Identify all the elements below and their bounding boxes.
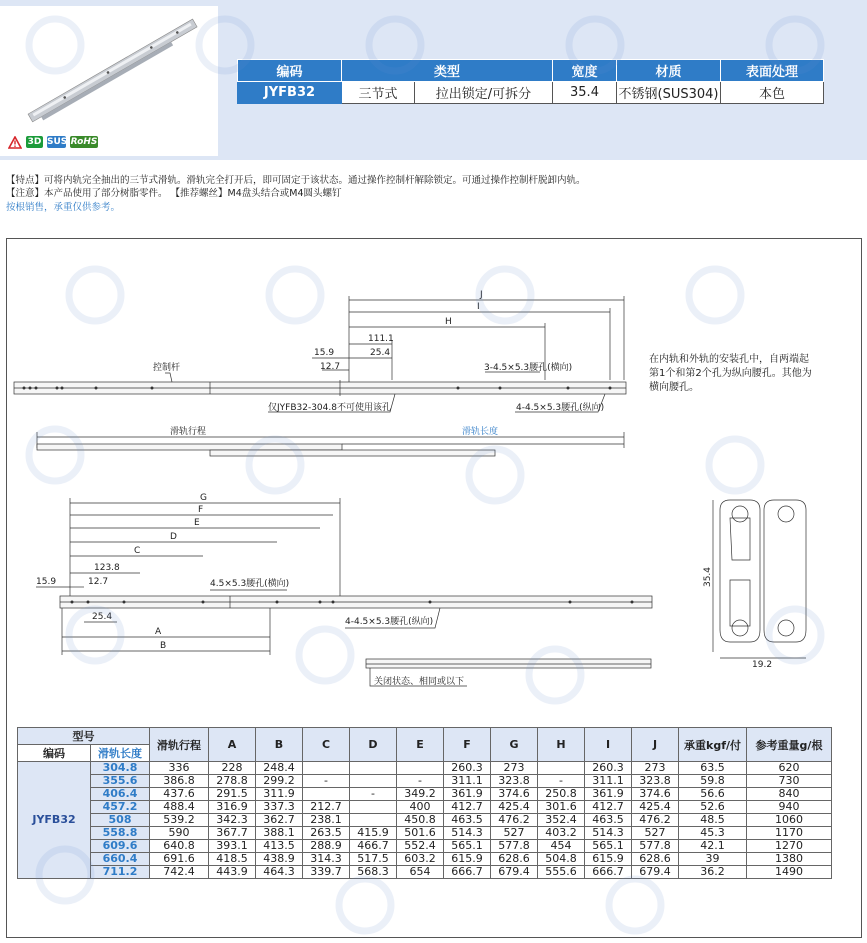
length-cell: 304.8 (91, 762, 150, 775)
value-cell: 539.2 (150, 814, 209, 827)
watermark-logo (760, 600, 830, 670)
label-closed: 关闭状态、相同或以下 (374, 677, 465, 687)
value-cell: 628.6 (491, 853, 538, 866)
value-cell: 552.4 (397, 840, 444, 853)
note-caution: 【注意】本产品使用了部分树脂零件。 【推荐螺丝】M4盘头结合或M4圆头螺钉 (6, 188, 342, 199)
value-cell: 260.3 (585, 762, 632, 775)
value-cell: 45.3 (679, 827, 747, 840)
label-h: H (445, 317, 452, 327)
value-cell: 291.5 (209, 788, 256, 801)
value-cell: 504.8 (538, 853, 585, 866)
value-cell: 56.6 (679, 788, 747, 801)
value-cell: 527 (632, 827, 679, 840)
th-i: I (585, 728, 632, 762)
value-cell: 367.7 (209, 827, 256, 840)
value-cell: 463.5 (444, 814, 491, 827)
table-row (18, 866, 832, 879)
value-cell: 388.1 (256, 827, 303, 840)
length-cell: 508 (91, 814, 150, 827)
value-cell: 361.9 (585, 788, 632, 801)
watermark-logo (760, 10, 830, 80)
value-cell: 1380 (747, 853, 832, 866)
badge-3d: 3D (27, 137, 42, 147)
value-cell: 450.8 (397, 814, 444, 827)
th-code: 编码 (18, 745, 91, 762)
th-d: D (350, 728, 397, 762)
spec-finish: 本色 (721, 82, 824, 104)
label-f: F (198, 505, 204, 515)
watermark-logo (360, 10, 430, 80)
value-cell: 418.5 (209, 853, 256, 866)
value-cell (538, 762, 585, 775)
value-cell: 386.8 (150, 775, 209, 788)
value-cell: 691.6 (150, 853, 209, 866)
label-254-top: 25.4 (370, 348, 391, 358)
value-cell: 488.4 (150, 801, 209, 814)
value-cell: 362.7 (256, 814, 303, 827)
value-cell: 577.8 (491, 840, 538, 853)
label-159-top: 15.9 (314, 348, 335, 358)
watermark-logo (520, 640, 590, 710)
watermark-logo (560, 10, 630, 80)
value-cell: 288.9 (303, 840, 350, 853)
value-cell: 59.8 (679, 775, 747, 788)
watermark-logo (290, 620, 360, 690)
label-slot3: 3-4.5×5.3腰孔(横向) (484, 363, 573, 373)
value-cell: 666.7 (444, 866, 491, 879)
value-cell: 476.2 (632, 814, 679, 827)
spec-header-code: 编码 (238, 60, 342, 82)
spec-type-nodes: 三节式 (342, 82, 415, 104)
value-cell (350, 801, 397, 814)
spec-width: 35.4 (553, 82, 617, 104)
th-h: H (538, 728, 585, 762)
watermark-logo (240, 430, 310, 500)
table-row (18, 788, 832, 801)
value-cell: 42.1 (679, 840, 747, 853)
value-cell: 323.8 (632, 775, 679, 788)
value-cell: 425.4 (632, 801, 679, 814)
length-cell: 609.6 (91, 840, 150, 853)
watermark-logo (20, 420, 90, 490)
value-cell: 311.1 (585, 775, 632, 788)
th-model: 型号 (18, 728, 150, 745)
th-weight: 参考重量g/根 (747, 728, 832, 762)
value-cell: 742.4 (150, 866, 209, 879)
value-cell: 311.9 (256, 788, 303, 801)
watermark-logo (330, 870, 400, 940)
value-cell: 301.6 (538, 801, 585, 814)
value-cell: 273 (632, 762, 679, 775)
value-cell: 412.7 (585, 801, 632, 814)
watermark-logo (190, 10, 260, 80)
value-cell: 514.3 (585, 827, 632, 840)
value-cell: 443.9 (209, 866, 256, 879)
value-cell (397, 762, 444, 775)
th-j: J (632, 728, 679, 762)
note-features: 【特点】可将内轨完全抽出的三节式滑轨。滑轨完全打开后，即可固定于该状态。通过操作控制杆解除锁定。可通过操作控制杆脱卸内轨。 (6, 175, 586, 186)
value-cell: 476.2 (491, 814, 538, 827)
value-cell: 352.4 (538, 814, 585, 827)
label-section-w: 19.2 (752, 660, 773, 670)
length-cell: 660.4 (91, 853, 150, 866)
value-cell: 250.8 (538, 788, 585, 801)
value-cell: 238.1 (303, 814, 350, 827)
value-cell: 590 (150, 827, 209, 840)
label-c: C (134, 546, 141, 556)
value-cell: 342.3 (209, 814, 256, 827)
value-cell: 527 (491, 827, 538, 840)
watermark-logo (700, 430, 770, 500)
th-load: 承重kgf/付 (679, 728, 747, 762)
value-cell: 464.3 (256, 866, 303, 879)
value-cell: 248.4 (256, 762, 303, 775)
label-j: J (480, 290, 483, 300)
value-cell: 730 (747, 775, 832, 788)
value-cell: 438.9 (256, 853, 303, 866)
value-cell: 63.5 (679, 762, 747, 775)
value-cell: 374.6 (491, 788, 538, 801)
value-cell: 39 (679, 853, 747, 866)
value-cell: 413.5 (256, 840, 303, 853)
value-cell: - (350, 788, 397, 801)
label-i: I (477, 302, 480, 312)
watermark-logo (60, 260, 130, 330)
label-slot1: 4.5×5.3腰孔(横向) (210, 579, 290, 589)
length-cell: 355.6 (91, 775, 150, 788)
table-code-cell: JYFB32 (18, 762, 91, 879)
label-d: D (170, 532, 177, 542)
value-cell (350, 762, 397, 775)
note-sales: 按根销售，承重仅供参考。 (6, 202, 121, 213)
value-cell: 260.3 (444, 762, 491, 775)
value-cell: 425.4 (491, 801, 538, 814)
value-cell: 314.3 (303, 853, 350, 866)
badge-sus: SUS (47, 137, 68, 147)
value-cell: 374.6 (632, 788, 679, 801)
watermark-logo (600, 870, 670, 940)
value-cell: 403.2 (538, 827, 585, 840)
th-b: B (256, 728, 303, 762)
table-row (18, 814, 832, 827)
table-row (18, 853, 832, 866)
value-cell: 565.1 (585, 840, 632, 853)
value-cell: 263.5 (303, 827, 350, 840)
value-cell: 514.3 (444, 827, 491, 840)
spec-header-type: 类型 (342, 60, 553, 82)
value-cell: 228 (209, 762, 256, 775)
value-cell: 278.8 (209, 775, 256, 788)
th-length: 滑轨长度 (91, 745, 150, 762)
length-cell: 711.2 (91, 866, 150, 879)
value-cell: 1490 (747, 866, 832, 879)
value-cell: 323.8 (491, 775, 538, 788)
badge-rohs: RoHS (70, 137, 98, 147)
label-slot4-top: 4-4.5×5.3腰孔(纵向) (516, 403, 605, 413)
value-cell: 337.3 (256, 801, 303, 814)
table-row (18, 840, 832, 853)
value-cell: 615.9 (585, 853, 632, 866)
watermark-logo (470, 260, 540, 330)
label-b: B (160, 641, 167, 651)
value-cell: 299.2 (256, 775, 303, 788)
value-cell: 393.1 (209, 840, 256, 853)
th-travel: 滑轨行程 (150, 728, 209, 762)
value-cell (350, 814, 397, 827)
value-cell: 311.1 (444, 775, 491, 788)
value-cell: 361.9 (444, 788, 491, 801)
value-cell: 555.6 (538, 866, 585, 879)
label-1238: 123.8 (94, 563, 120, 573)
value-cell: 517.5 (350, 853, 397, 866)
value-cell: 1270 (747, 840, 832, 853)
value-cell: 463.5 (585, 814, 632, 827)
value-cell: 52.6 (679, 801, 747, 814)
value-cell (303, 762, 350, 775)
value-cell: 1060 (747, 814, 832, 827)
watermark-logo (680, 260, 750, 330)
label-a: A (155, 627, 162, 637)
value-cell: 501.6 (397, 827, 444, 840)
value-cell: 565.1 (444, 840, 491, 853)
label-254-mid: 25.4 (92, 612, 113, 622)
label-length: 滑轨长度 (462, 427, 499, 437)
label-e: E (194, 518, 200, 528)
th-g: G (491, 728, 538, 762)
value-cell: 437.6 (150, 788, 209, 801)
value-cell: 666.7 (585, 866, 632, 879)
value-cell: 840 (747, 788, 832, 801)
value-cell (350, 775, 397, 788)
watermark-logo (460, 440, 530, 510)
value-cell: - (397, 775, 444, 788)
label-159-mid: 15.9 (36, 577, 57, 587)
th-e: E (397, 728, 444, 762)
value-cell (303, 788, 350, 801)
value-cell: 603.2 (397, 853, 444, 866)
length-cell: 558.8 (91, 827, 150, 840)
value-cell: 628.6 (632, 853, 679, 866)
spec-header-width: 宽度 (553, 60, 617, 82)
table-row (18, 827, 832, 840)
label-slot4-mid: 4-4.5×5.3腰孔(纵向) (345, 617, 434, 627)
spec-header-material: 材质 (617, 60, 721, 82)
table-row (18, 762, 832, 775)
value-cell: 568.3 (350, 866, 397, 879)
value-cell: 679.4 (632, 866, 679, 879)
value-cell: 454 (538, 840, 585, 853)
spec-type-lock: 拉出锁定/可拆分 (415, 82, 553, 104)
value-cell: 679.4 (491, 866, 538, 879)
value-cell: 48.5 (679, 814, 747, 827)
value-cell: 339.7 (303, 866, 350, 879)
th-f: F (444, 728, 491, 762)
value-cell: 400 (397, 801, 444, 814)
table-row (18, 801, 832, 814)
spec-header-finish: 表面处理 (721, 60, 824, 82)
label-111: 111.1 (368, 334, 394, 344)
spec-code: JYFB32 (238, 82, 342, 104)
value-cell: 654 (397, 866, 444, 879)
watermark-logo (20, 10, 90, 80)
value-cell: 336 (150, 762, 209, 775)
label-g: G (200, 493, 207, 503)
value-cell: 577.8 (632, 840, 679, 853)
label-lever: 控制杆 (153, 363, 181, 373)
table-row (18, 775, 832, 788)
value-cell: 273 (491, 762, 538, 775)
label-travel: 滑轨行程 (170, 427, 207, 437)
label-127-top: 12.7 (320, 362, 341, 372)
length-cell: 406.4 (91, 788, 150, 801)
value-cell: 316.9 (209, 801, 256, 814)
value-cell: 212.7 (303, 801, 350, 814)
value-cell: 415.9 (350, 827, 397, 840)
label-127-mid: 12.7 (88, 577, 109, 587)
dimension-table (17, 727, 832, 879)
value-cell: 412.7 (444, 801, 491, 814)
value-cell: 615.9 (444, 853, 491, 866)
value-cell: 640.8 (150, 840, 209, 853)
value-cell: 466.7 (350, 840, 397, 853)
watermark-logo (260, 260, 330, 330)
th-a: A (209, 728, 256, 762)
th-c: C (303, 728, 350, 762)
spec-material: 不锈钢(SUS304) (617, 82, 721, 104)
watermark-logo (30, 840, 100, 910)
value-cell: 349.2 (397, 788, 444, 801)
value-cell: 620 (747, 762, 832, 775)
label-section-h: 35.4 (703, 566, 714, 588)
value-cell: - (538, 775, 585, 788)
value-cell: 940 (747, 801, 832, 814)
mounting-note: 在内轨和外轨的安装孔中，自两端起 第1个和第2个孔为纵向腰孔。其他为 横向腰孔。 (649, 354, 812, 393)
value-cell: - (303, 775, 350, 788)
label-only: 仅JYFB32-304.8不可使用该孔 (268, 403, 391, 413)
value-cell: 1170 (747, 827, 832, 840)
value-cell: 36.2 (679, 866, 747, 879)
length-cell: 457.2 (91, 801, 150, 814)
watermark-logo (60, 600, 130, 670)
